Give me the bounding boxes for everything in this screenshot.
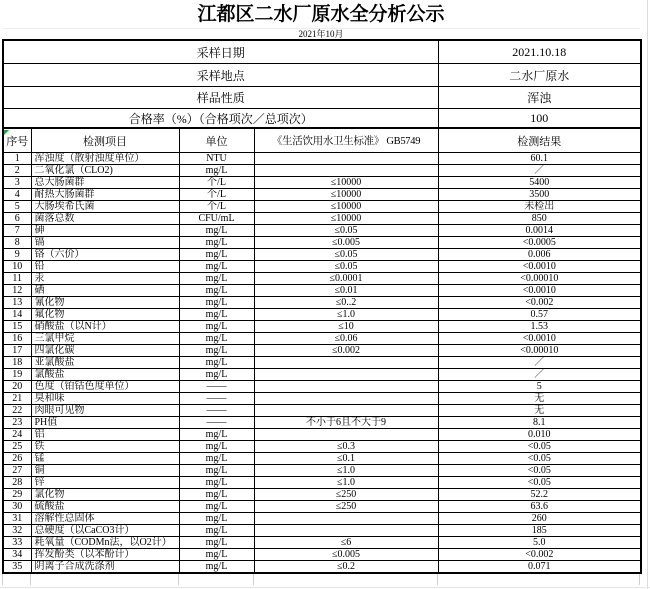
- cell-item: 铝: [31, 429, 179, 441]
- table-row: [3, 261, 641, 273]
- table-row: [3, 453, 641, 465]
- cell-standard: ≤0.002: [254, 345, 438, 357]
- cell-index: 19: [3, 369, 31, 381]
- cell-standard: ≤0.1: [254, 453, 438, 465]
- cell-index: 9: [3, 249, 31, 261]
- cell-unit: mg/L: [179, 561, 254, 574]
- cell-unit: mg/L: [179, 369, 254, 381]
- table-row: [3, 405, 641, 417]
- table-row: [3, 549, 641, 561]
- cell-item: 三氯甲烷: [31, 333, 179, 345]
- cell-result: 0.010: [438, 429, 641, 441]
- cell-result: ／: [438, 357, 641, 369]
- cell-index: 3: [3, 177, 31, 189]
- table-row: [3, 501, 641, 513]
- cell-item: 浑浊度（散射浊度单位）: [31, 153, 179, 165]
- cell-index: 24: [3, 429, 31, 441]
- table-row: [3, 393, 641, 405]
- cell-unit: mg/L: [179, 357, 254, 369]
- cell-item: 铅: [31, 261, 179, 273]
- gridline: [2, 574, 3, 585]
- cell-result: 无: [438, 393, 641, 405]
- cell-standard: ≤250: [254, 489, 438, 501]
- col-header-result: 检测结果: [438, 128, 641, 153]
- cell-standard: [254, 357, 438, 369]
- cell-item: 大肠埃希氏菌: [31, 201, 179, 213]
- cell-result: <0.05: [438, 453, 641, 465]
- table-row: [3, 489, 641, 501]
- gridline: [178, 574, 179, 585]
- cell-unit: mg/L: [179, 525, 254, 537]
- cell-index: 23: [3, 417, 31, 429]
- gridline: [30, 574, 31, 585]
- cell-index: 18: [3, 357, 31, 369]
- cell-result: <0.05: [438, 477, 641, 489]
- cell-standard: ≤0.05: [254, 261, 438, 273]
- cell-standard: [254, 429, 438, 441]
- cell-unit: mg/L: [179, 285, 254, 297]
- cell-standard: ≤6: [254, 537, 438, 549]
- cell-standard: ≤1.0: [254, 477, 438, 489]
- cell-item: 锰: [31, 453, 179, 465]
- table-header-row: [3, 128, 641, 153]
- cell-index: 2: [3, 165, 31, 177]
- info-value-pass-rate: 100: [438, 109, 641, 129]
- cell-unit: mg/L: [179, 429, 254, 441]
- cell-item: 氟化物: [31, 309, 179, 321]
- info-value-sample-nature: 浑浊: [438, 87, 641, 109]
- water-analysis-table: [2, 39, 642, 574]
- page-title: 江都区二水厂原水全分析公示: [197, 4, 445, 25]
- cell-result: <0.0005: [438, 237, 641, 249]
- cell-unit: ——: [179, 417, 254, 429]
- info-row-sampling-location: [3, 64, 641, 87]
- cell-result: 52.2: [438, 489, 641, 501]
- cell-item: 铬（六价）: [31, 249, 179, 261]
- cell-unit: mg/L: [179, 321, 254, 333]
- cell-index: 11: [3, 273, 31, 285]
- cell-index: 20: [3, 381, 31, 393]
- table-row: [3, 381, 641, 393]
- cell-index: 27: [3, 465, 31, 477]
- cell-index: 15: [3, 321, 31, 333]
- cell-item: 总大肠菌群: [31, 177, 179, 189]
- table-row: [3, 153, 641, 165]
- cell-index: 10: [3, 261, 31, 273]
- table-row: [3, 561, 641, 574]
- info-label-pass-rate: 合格率（%）（合格项次／总项次）: [3, 109, 438, 129]
- cell-item: 氰化物: [31, 297, 179, 309]
- table-row: [3, 201, 641, 213]
- cell-item: 耐热大肠菌群: [31, 189, 179, 201]
- cell-index: 8: [3, 237, 31, 249]
- cell-index: 12: [3, 285, 31, 297]
- cell-result: 8.1: [438, 417, 641, 429]
- below-table-gridlines: [2, 574, 640, 587]
- table-row: [3, 297, 641, 309]
- cell-unit: CFU/mL: [179, 213, 254, 225]
- info-row-sample-nature: [3, 87, 641, 109]
- cell-standard: ≤10000: [254, 189, 438, 201]
- cell-item: 二氧化氯（CLO2): [31, 165, 179, 177]
- col-header-unit: 单位: [179, 128, 254, 153]
- cell-result: <0.05: [438, 441, 641, 453]
- cell-result: <0.0010: [438, 285, 641, 297]
- cell-item: 挥发酚类（以苯酚计）: [31, 549, 179, 561]
- cell-standard: [254, 369, 438, 381]
- cell-standard: ≤0.2: [254, 561, 438, 574]
- cell-item: 砷: [31, 225, 179, 237]
- cell-unit: mg/L: [179, 273, 254, 285]
- table-row: [3, 465, 641, 477]
- cell-unit: mg/L: [179, 261, 254, 273]
- cell-item: 阴离子合成洗涤剂: [31, 561, 179, 574]
- table-row: [3, 345, 641, 357]
- col-header-item: 检测项目: [31, 128, 179, 153]
- cell-standard: ≤10000: [254, 213, 438, 225]
- cell-standard: ≤10: [254, 321, 438, 333]
- cell-unit: 个/L: [179, 189, 254, 201]
- table-row: [3, 441, 641, 453]
- cell-result: ／: [438, 165, 641, 177]
- cell-item: 菌落总数: [31, 213, 179, 225]
- cell-result: <0.00010: [438, 345, 641, 357]
- cell-result: 1.53: [438, 321, 641, 333]
- table-row: [3, 513, 641, 525]
- cell-index: 22: [3, 405, 31, 417]
- cell-standard: ≤1.0: [254, 309, 438, 321]
- cell-standard: ≤1.0: [254, 465, 438, 477]
- spreadsheet-area: [2, 0, 640, 587]
- table-row: [3, 537, 641, 549]
- cell-item: 肉眼可见物: [31, 405, 179, 417]
- cell-standard: [254, 513, 438, 525]
- cell-standard: ≤10000: [254, 177, 438, 189]
- cell-standard: [254, 393, 438, 405]
- cell-result: 185: [438, 525, 641, 537]
- cell-item: 亚氯酸盐: [31, 357, 179, 369]
- cell-unit: mg/L: [179, 333, 254, 345]
- cell-unit: mg/L: [179, 249, 254, 261]
- cell-unit: mg/L: [179, 549, 254, 561]
- cell-index: 31: [3, 513, 31, 525]
- cell-unit: mg/L: [179, 225, 254, 237]
- cell-standard: ≤0.005: [254, 549, 438, 561]
- cell-item: 硫酸盐: [31, 501, 179, 513]
- table-row: [3, 429, 641, 441]
- cell-standard: ≤0.06: [254, 333, 438, 345]
- info-value-sampling-location: 二水厂原水: [438, 64, 641, 87]
- table-row: [3, 417, 641, 429]
- cell-index: 16: [3, 333, 31, 345]
- cell-index: 21: [3, 393, 31, 405]
- cell-standard: ≤0.05: [254, 225, 438, 237]
- cell-result: <0.0010: [438, 261, 641, 273]
- cell-result: <0.002: [438, 549, 641, 561]
- cell-standard: ≤0.05: [254, 249, 438, 261]
- cell-index: 30: [3, 501, 31, 513]
- cell-unit: mg/L: [179, 165, 254, 177]
- cell-standard: [254, 153, 438, 165]
- cell-standard: ≤0..2: [254, 297, 438, 309]
- table-row: [3, 165, 641, 177]
- cell-result: 无: [438, 405, 641, 417]
- cell-index: 28: [3, 477, 31, 489]
- cell-index: 7: [3, 225, 31, 237]
- cell-result: 未检出: [438, 201, 641, 213]
- cell-unit: ——: [179, 405, 254, 417]
- cell-result: 0.57: [438, 309, 641, 321]
- table-row: [3, 525, 641, 537]
- page-subtitle: 2021年10月: [2, 28, 640, 39]
- cell-item: 氯化物: [31, 489, 179, 501]
- cell-item: 镉: [31, 237, 179, 249]
- gridline: [253, 574, 254, 585]
- cell-unit: 个/L: [179, 201, 254, 213]
- cell-result: 3500: [438, 189, 641, 201]
- cell-index: 35: [3, 561, 31, 574]
- table-row: [3, 225, 641, 237]
- cell-unit: mg/L: [179, 537, 254, 549]
- table-row: [3, 249, 641, 261]
- col-header-standard: 《生活饮用水卫生标准》 GB5749: [254, 128, 438, 153]
- cell-result: 63.6: [438, 501, 641, 513]
- cell-result: <0.002: [438, 297, 641, 309]
- cell-index: 13: [3, 297, 31, 309]
- table-row: [3, 285, 641, 297]
- table-row: [3, 189, 641, 201]
- cell-index: 4: [3, 189, 31, 201]
- table-row: [3, 333, 641, 345]
- results-tbody: [3, 153, 641, 574]
- cell-item: 四氯化碳: [31, 345, 179, 357]
- cell-standard: [254, 525, 438, 537]
- cell-unit: mg/L: [179, 441, 254, 453]
- cell-index: 5: [3, 201, 31, 213]
- table-row: [3, 477, 641, 489]
- cell-unit: mg/L: [179, 345, 254, 357]
- cell-standard: ≤10000: [254, 201, 438, 213]
- cell-unit: ——: [179, 381, 254, 393]
- cell-result: 5.0: [438, 537, 641, 549]
- cell-result: ／: [438, 369, 641, 381]
- cell-item: 耗氧量（CODMn法，以O2计）: [31, 537, 179, 549]
- cell-unit: mg/L: [179, 465, 254, 477]
- info-value-sampling-date: 2021.10.18: [438, 40, 641, 64]
- cell-result: 0.071: [438, 561, 641, 574]
- cell-result: 0.0014: [438, 225, 641, 237]
- cell-standard: 不小于6且不大于9: [254, 417, 438, 429]
- cell-result: 260: [438, 513, 641, 525]
- cell-standard: ≤0.01: [254, 285, 438, 297]
- sheet-gridline-vertical: [647, 0, 648, 589]
- cell-index: 17: [3, 345, 31, 357]
- cell-index: 1: [3, 153, 31, 165]
- cell-result: 5: [438, 381, 641, 393]
- sheet-gridline-horizontal: [0, 587, 650, 588]
- cell-unit: mg/L: [179, 453, 254, 465]
- cell-standard: [254, 405, 438, 417]
- cell-result: 5400: [438, 177, 641, 189]
- table-row: [3, 213, 641, 225]
- cell-result: 850: [438, 213, 641, 225]
- cell-index: 34: [3, 549, 31, 561]
- cell-item: 臭和味: [31, 393, 179, 405]
- cell-index: 32: [3, 525, 31, 537]
- gridline: [437, 574, 438, 585]
- cell-item: 铜: [31, 465, 179, 477]
- cell-index: 29: [3, 489, 31, 501]
- info-label-sampling-location: 采样地点: [3, 64, 438, 87]
- table-row: [3, 309, 641, 321]
- cell-item: 锌: [31, 477, 179, 489]
- cell-unit: mg/L: [179, 501, 254, 513]
- cell-index: 33: [3, 537, 31, 549]
- table-row: [3, 369, 641, 381]
- cell-unit: mg/L: [179, 297, 254, 309]
- cell-unit: mg/L: [179, 237, 254, 249]
- cell-result: <0.05: [438, 465, 641, 477]
- cell-result: 0.006: [438, 249, 641, 261]
- cell-item: 汞: [31, 273, 179, 285]
- cell-result: <0.00010: [438, 273, 641, 285]
- cell-item: 硝酸盐（以N计）: [31, 321, 179, 333]
- cell-result: 60.1: [438, 153, 641, 165]
- cell-item: 硒: [31, 285, 179, 297]
- cell-item: PH值: [31, 417, 179, 429]
- cell-unit: mg/L: [179, 513, 254, 525]
- cell-index: 6: [3, 213, 31, 225]
- table-row: [3, 321, 641, 333]
- cell-item: 色度（铂钴色度单位）: [31, 381, 179, 393]
- info-row-sampling-date: [3, 40, 641, 64]
- info-label-sample-nature: 样品性质: [3, 87, 438, 109]
- cell-unit: mg/L: [179, 477, 254, 489]
- cell-item: 溶解性总固体: [31, 513, 179, 525]
- cell-unit: mg/L: [179, 489, 254, 501]
- table-row: [3, 357, 641, 369]
- cell-result: <0.0010: [438, 333, 641, 345]
- cell-standard: ≤250: [254, 501, 438, 513]
- cell-standard: [254, 165, 438, 177]
- gridline: [639, 574, 640, 585]
- cell-item: 总硬度（以CaCO3计）: [31, 525, 179, 537]
- cell-unit: 个/L: [179, 177, 254, 189]
- info-section: [3, 40, 641, 153]
- col-header-index: 序号: [3, 128, 31, 153]
- cell-standard: [254, 381, 438, 393]
- cell-index: 25: [3, 441, 31, 453]
- cell-index: 26: [3, 453, 31, 465]
- cell-standard: ≤0.005: [254, 237, 438, 249]
- cell-unit: mg/L: [179, 309, 254, 321]
- table-row: [3, 273, 641, 285]
- cell-index: 14: [3, 309, 31, 321]
- cell-standard: ≤0.0001: [254, 273, 438, 285]
- info-label-sampling-date: 采样日期: [3, 40, 438, 64]
- cell-item: 氯酸盐: [31, 369, 179, 381]
- table-row: [3, 237, 641, 249]
- info-row-pass-rate: [3, 109, 641, 129]
- cell-unit: NTU: [179, 153, 254, 165]
- cell-standard: ≤0.3: [254, 441, 438, 453]
- cell-unit: ——: [179, 393, 254, 405]
- cell-item: 铁: [31, 441, 179, 453]
- table-row: [3, 177, 641, 189]
